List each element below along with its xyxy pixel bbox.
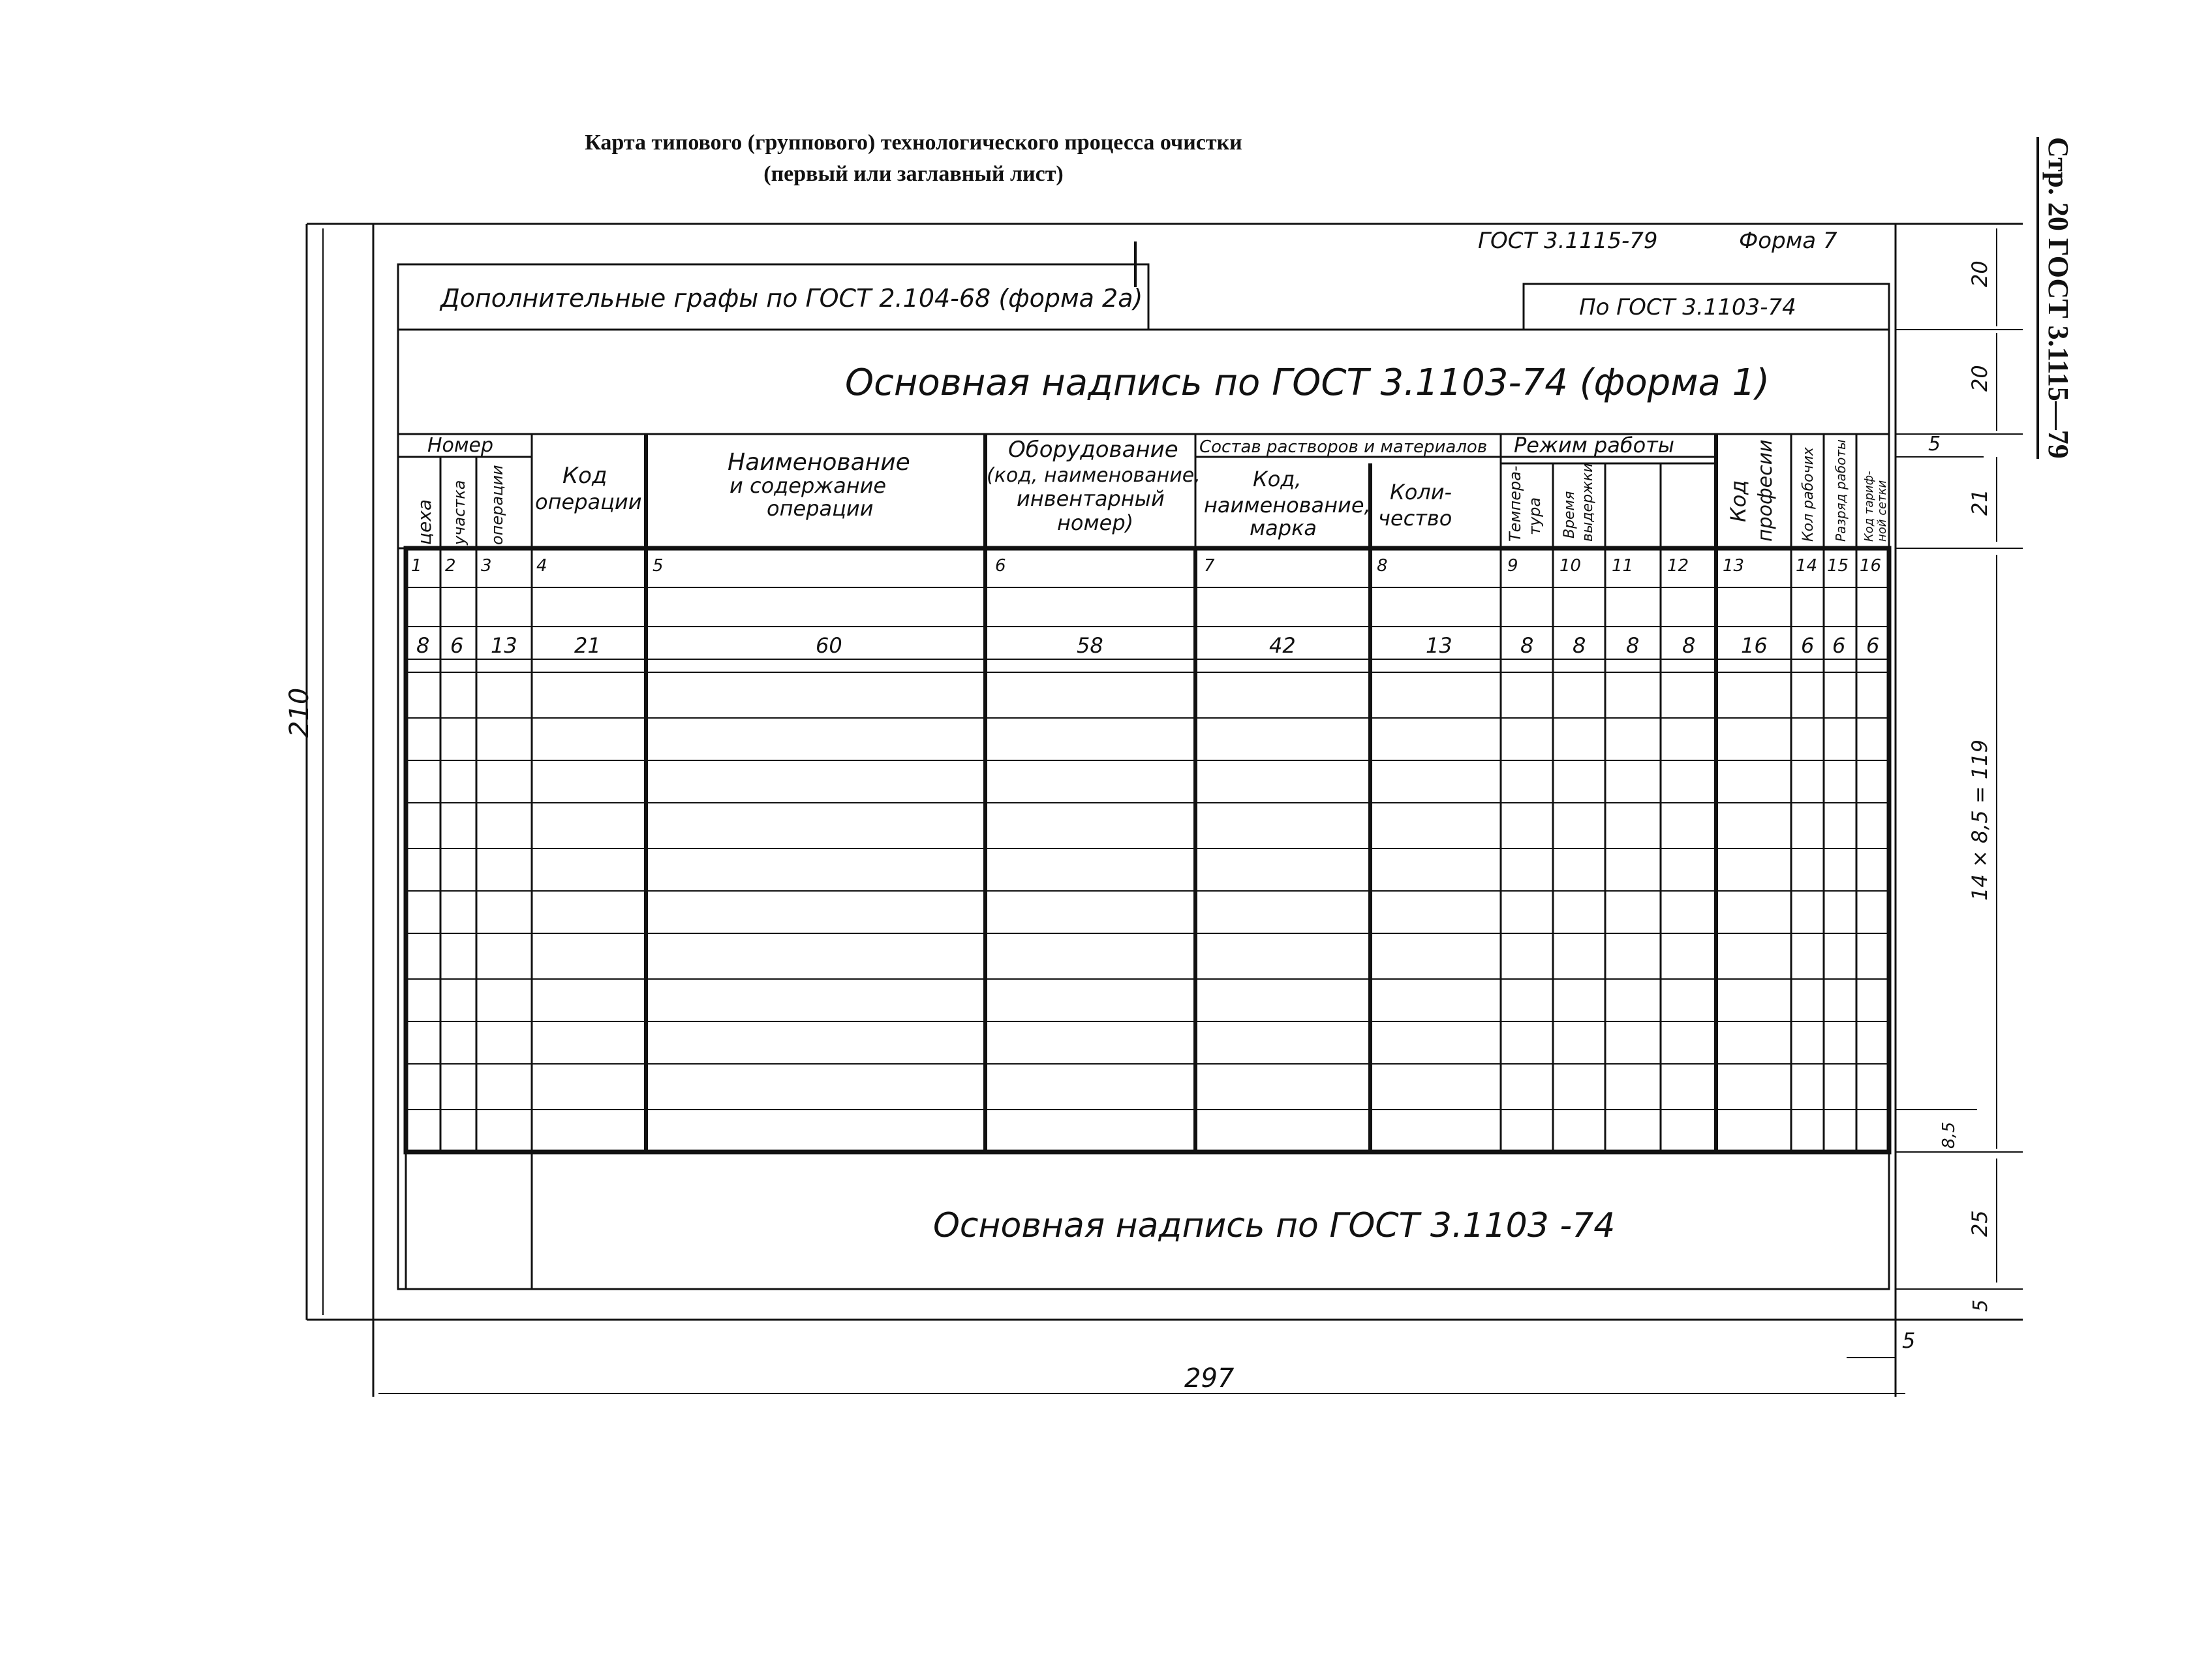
col-width: 6 (1801, 633, 1815, 658)
col-width: 6 (1866, 633, 1880, 658)
page-subtitle: (первый или заглавный лист) (763, 162, 1064, 186)
header-mat-code-2: наименование, (1204, 493, 1371, 518)
col-width: 42 (1269, 633, 1296, 658)
col-number: 15 (1827, 556, 1849, 576)
header-name-2: и содержание (730, 473, 887, 498)
header-workshop: цеха (414, 499, 435, 545)
dim-20-top: 20 (1967, 260, 1992, 287)
col-width: 8 (1682, 633, 1696, 658)
col-number: 13 (1723, 556, 1745, 576)
col-width: 58 (1077, 633, 1103, 658)
dim-21: 21 (1967, 489, 1992, 516)
dim-5-a: 5 (1928, 433, 1941, 456)
col-number: 8 (1377, 556, 1388, 576)
header-work-grade: Разряд работы (1833, 439, 1849, 542)
col-number: 7 (1204, 556, 1215, 576)
header-equipment-1: Оборудование (1008, 437, 1178, 463)
col-width: 13 (1426, 633, 1452, 658)
dim-row-height: 8,5 (1939, 1121, 1959, 1149)
col-number: 4 (536, 556, 547, 576)
gost-label: ГОСТ 3.1115-79 (1478, 228, 1658, 254)
col-number: 12 (1667, 556, 1689, 576)
col-number: 3 (481, 556, 492, 576)
col-width: 21 (574, 633, 601, 658)
col-number: 2 (445, 556, 456, 576)
col-number: 1 (411, 556, 422, 576)
col-width: 16 (1741, 633, 1768, 658)
col-number: 11 (1612, 556, 1634, 576)
page-title: Карта типового (группового) технологического процесса очистки (585, 131, 1242, 155)
header-temperature-2: тура (1526, 497, 1544, 535)
per-gost-label: По ГОСТ 3.1103-74 (1579, 294, 1796, 320)
col-number: 5 (653, 556, 664, 576)
dim-5-c: 5 (1902, 1328, 1916, 1353)
col-width: 60 (816, 633, 842, 658)
side-header: Стр. 20 ГОСТ 3.1115—79 (2036, 137, 2075, 459)
header-mode-group: Режим работы (1514, 433, 1675, 458)
header-quantity-1: Коли- (1390, 480, 1452, 505)
col-number: 10 (1559, 556, 1582, 576)
extra-columns-label: Дополнительные графы по ГОСТ 2.104-68 (форма 2а) (440, 284, 1143, 313)
header-prof-code-2: професии (1754, 439, 1777, 542)
col-number: 16 (1860, 556, 1882, 576)
header-op-code-2: операции (535, 490, 642, 514)
header-name-1: Наименование (728, 449, 910, 476)
col-width: 8 (1626, 633, 1640, 658)
header-norm-code-1: Код тариф- (1862, 471, 1876, 542)
col-width: 8 (1573, 633, 1586, 658)
header-workers: Кол рабочих (1800, 447, 1817, 542)
header-equipment-4: номер) (1057, 510, 1134, 535)
header-hold-time-2: выдержки (1580, 463, 1596, 542)
header-mat-code-3: марка (1250, 516, 1317, 540)
header-name-3: операции (767, 496, 874, 521)
col-width: 6 (1832, 633, 1846, 658)
dim-rows: 14 × 8,5 = 119 (1967, 739, 1992, 901)
header-hold-time-1: Время (1561, 491, 1578, 538)
header-materials-group: Состав растворов и материалов (1199, 437, 1488, 457)
col-number: 14 (1796, 556, 1818, 576)
col-number: 9 (1507, 556, 1518, 576)
header-number-group: Номер (427, 434, 494, 457)
header-temperature-1: Темпера- (1506, 465, 1524, 542)
col-width: 13 (491, 633, 517, 658)
dim-25: 25 (1967, 1210, 1992, 1237)
col-number: 6 (995, 556, 1006, 576)
header-prof-code-1: Код (1726, 480, 1751, 522)
header-section: участка (450, 480, 469, 545)
header-equipment-2: (код, наименование, (987, 464, 1201, 487)
header-norm-code-2: ной сетки (1875, 480, 1889, 542)
header-equipment-3: инвентарный (1017, 486, 1165, 511)
header-mat-code-1: Код, (1253, 467, 1302, 491)
col-width: 8 (416, 633, 430, 658)
main-inscription-bottom: Основная надпись по ГОСТ 3.1103 -74 (933, 1206, 1616, 1245)
header-op-code-1: Код (562, 463, 607, 489)
dim-height-total: 210 (284, 687, 315, 738)
dim-5-b: 5 (1969, 1299, 1992, 1312)
col-width: 6 (450, 633, 464, 658)
main-inscription-top: Основная надпись по ГОСТ 3.1103-74 (форма 1) (845, 362, 1770, 404)
form-number: Форма 7 (1739, 228, 1837, 254)
header-quantity-2: чество (1378, 506, 1452, 531)
header-operation: операции (488, 465, 506, 545)
dim-20-second: 20 (1967, 365, 1992, 392)
col-width: 8 (1520, 633, 1534, 658)
dim-width-total: 297 (1184, 1363, 1235, 1393)
